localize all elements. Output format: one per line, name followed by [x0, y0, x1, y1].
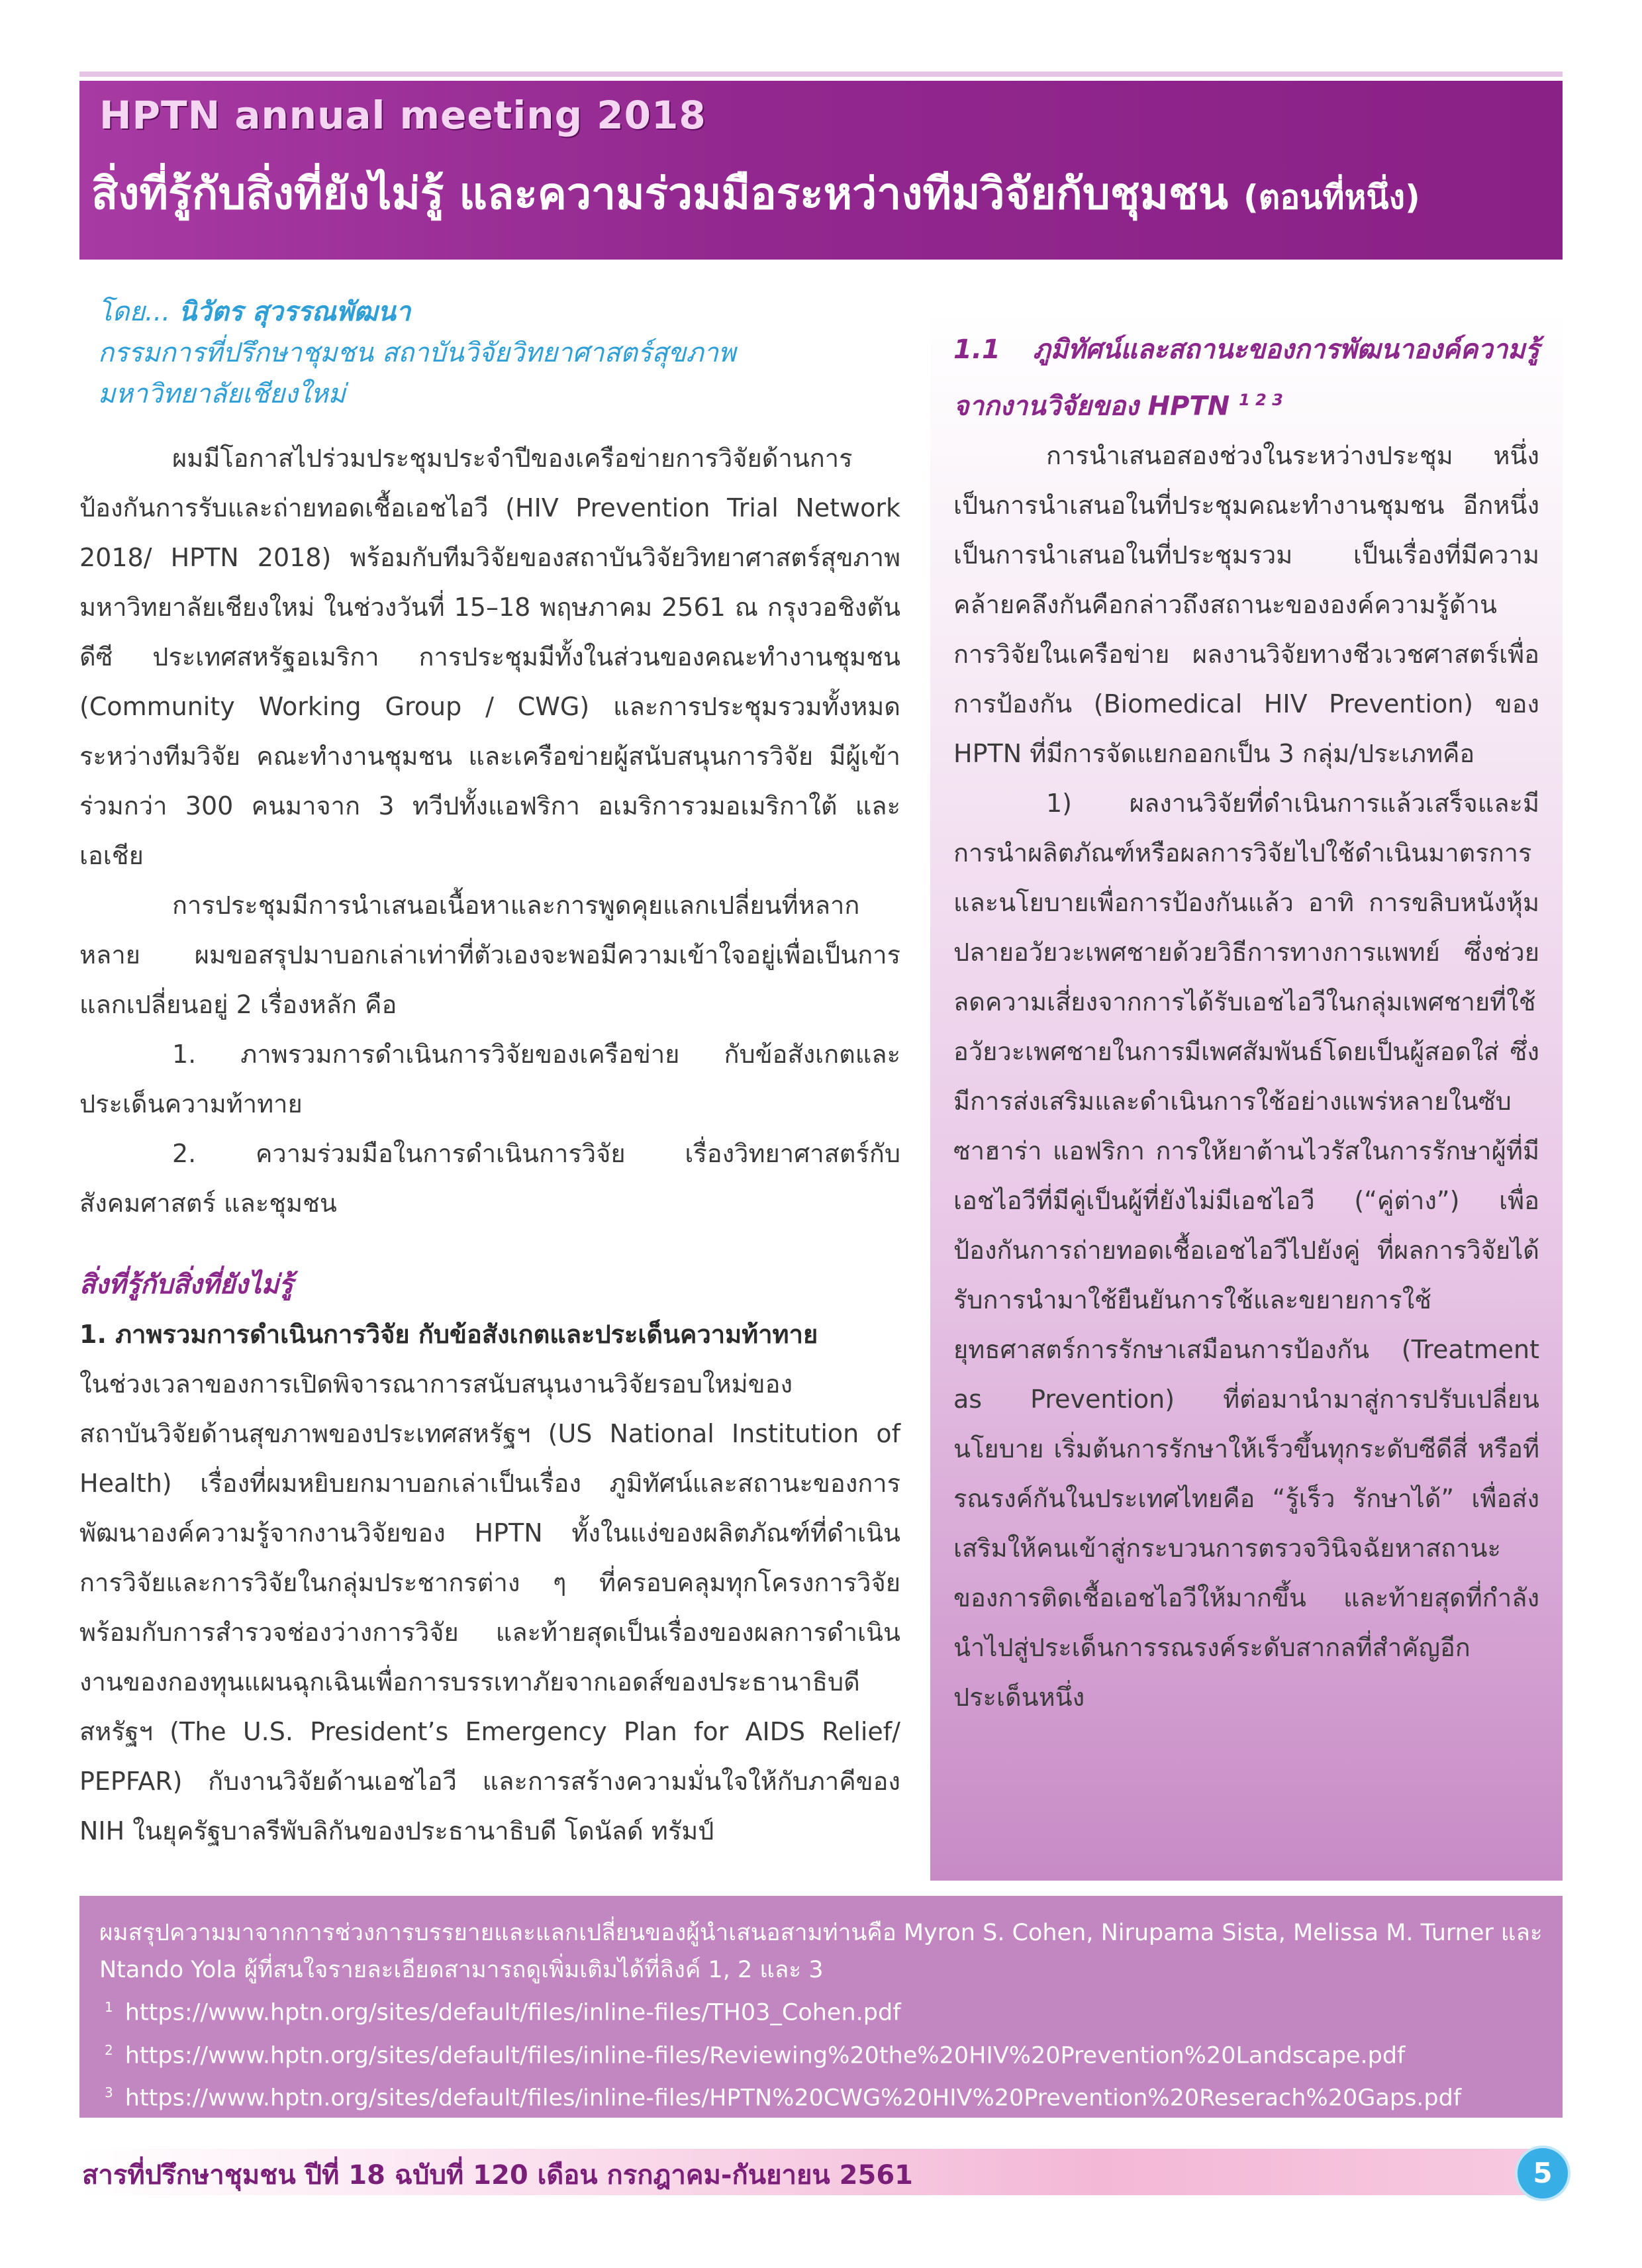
references-text — [99, 1914, 1543, 2117]
subsection-heading: 1. ภาพรวมการดำเนินการวิจัย กับข้อสังเกตและประเด็นความท้าทาย — [79, 1320, 818, 1349]
right-column — [953, 324, 1539, 1722]
reference-number: 2 — [105, 2042, 113, 2058]
byline-prefix: โดย... — [98, 297, 171, 327]
list-item-1: 1. ภาพรวมการดำเนินการวิจัยของเครือข่าย กับข้อสังเกตและประเด็นความท้าทาย — [79, 1040, 900, 1118]
section-heading: สิ่งที่รู้กับสิ่งที่ยังไม่รู้ — [79, 1269, 293, 1300]
header-subtitle: HPTN annual meeting 2018 — [99, 93, 706, 138]
list-item-2: 2. ความร่วมมือในการดำเนินการวิจัย เรื่องวิทยาศาสตร์กับสังคมศาสตร์ และชุมชน — [79, 1139, 900, 1218]
reference-link[interactable]: https://www.hptn.org/sites/default/files/inline-files/Reviewing%20the%20HIV%20Prevention%20Landscape.pdf — [124, 2042, 1406, 2069]
right-heading — [953, 324, 1539, 431]
byline-author: นิวัตร สุวรรณพัฒนา — [178, 297, 411, 327]
page-title — [91, 159, 1555, 228]
page-title-main: สิ่งที่รู้กับสิ่งที่ยังไม่รู้ และความร่วมมือระหว่างทีมวิจัยกับชุมชน — [91, 168, 1228, 219]
left-paragraph-3: ในช่วงเวลาของการเปิดพิจารณาการสนับสนุนงานวิจัยรอบใหม่ของสถาบันวิจัยด้านสุขภาพของประเทศสหรัฐฯ (US National Institution of Health) เรื่องที่ผมหยิบยกมาบอกเล่าเป็นเรื่อง ภูมิทัศน์และสถานะของการพัฒนาองค์ความรู้จากงานวิจัยของ HPTN ทั้งในแง่ของผลิตภัณฑ์ที่ดำเนินการวิจัยและการวิจัยในกลุ่มประชากรต่าง ๆ ที่ครอบคลุมทุกโครงการวิจัย พร้อมกับการสำรวจช่องว่างการวิจัย และท้ายสุดเป็นเรื่องของผลการดำเนินงานของกองทุนแผนฉุกเฉินเพื่อการบรรเทาภัยจากเอดส์ของประธานาธิบดีสหรัฐฯ (The U.S. President’s Emergency Plan for AIDS Relief/ PEPFAR) กับงานวิจัยด้านเอชไอวี และการสร้างความมั่นใจให้กับภาคีของ NIH ในยุครัฐบาลรีพับลิกันของประธานาธิบดี โดนัลด์ ทรัมป์ — [79, 1369, 900, 1846]
right-paragraph-1: การนำเสนอสองช่วงในระหว่างประชุม หนึ่งเป็นการนำเสนอในที่ประชุมคณะทำงานชุมชน อีกหนึ่งเป็นการนำเสนอในที่ประชุมรวม เป็นเรื่องที่มีความคล้ายคลึงกันคือกล่าวถึงสถานะขององค์ความรู้ด้านการวิจัยในเครือข่าย ผลงานวิจัยทางชีวเวชศาสตร์เพื่อการป้องกัน (Biomedical HIV Prevention) ของ HPTN ที่มีการจัดแยกออกเป็น 3 กลุ่ม/ประเภทคือ — [953, 441, 1539, 769]
byline-author-line — [98, 291, 906, 332]
reference-1 — [99, 1989, 1543, 2032]
reference-2 — [99, 2032, 1543, 2075]
reference-number: 3 — [105, 2085, 113, 2101]
byline-university: มหาวิทยาลัยเชียงใหม่ — [98, 379, 346, 409]
left-paragraph-1: ผมมีโอกาสไปร่วมประชุมประจำปีของเครือข่ายการวิจัยด้านการป้องกันการรับและถ่ายทอดเชื้อเอชไอวี (HIV Prevention Trial Network 2018/ HPTN 2018) พร้อมกับทีมวิจัยของสถาบันวิจัยวิทยาศาสตร์สุขภาพ มหาวิทยาลัยเชียงใหม่ ในช่วงวันที่ 15–18 พฤษภาคม 2561 ณ กรุงวอชิงตัน ดีซี ประเทศสหรัฐอเมริกา การประชุมมีทั้งในส่วนของคณะทำงานชุมชน (Community Working Group / CWG) และการประชุมรวมทั้งหมดระหว่างทีมวิจัย คณะทำงานชุมชน และเครือข่ายผู้สนับสนุนการวิจัย มีผู้เข้าร่วมกว่า 300 คนมาจาก 3 ทวีปทั้งแอฟริกา อเมริการวมอเมริกาใต้ และเอเชีย — [79, 444, 900, 870]
header-banner — [79, 81, 1563, 260]
byline-affiliation: กรรมการที่ปรึกษาชุมชน สถาบันวิจัยวิทยาศาสตร์สุขภาพ — [98, 338, 736, 368]
left-column — [79, 434, 900, 1856]
left-paragraph-2: การประชุมมีการนำเสนอเนื้อหาและการพูดคุยแลกเปลี่ยนที่หลากหลาย ผมขอสรุปมาบอกเล่าเท่าที่ตัวเองจะพอมีความเข้าใจอยู่เพื่อเป็นการแลกเปลี่ยนอยู่ 2 เรื่องหลัก คือ — [79, 891, 900, 1019]
references-intro: ผมสรุปความมาจากการช่วงการบรรยายและแลกเปลี่ยนของผู้นำเสนอสามท่านคือ Myron S. Cohen, Nirupama Sista, Melissa M. Turner และ Ntando Yola ผู้ที่สนใจรายละเอียดสามารถดูเพิ่มเติมได้ที่ลิงค์ 1, 2 และ 3 — [99, 1920, 1543, 1983]
right-heading-refs: 1 2 3 — [1239, 391, 1283, 409]
footer-text: สารที่ปรึกษาชุมชน ปีที่ 18 ฉบับที่ 120 เดือน กรกฎาคม-กันยายน 2561 — [82, 2160, 913, 2191]
page-number: 5 — [1515, 2145, 1570, 2201]
reference-link[interactable]: https://www.hptn.org/sites/default/files/inline-files/HPTN%20CWG%20HIV%20Prevention%20Reserach%20Gaps.pdf — [124, 2085, 1462, 2112]
reference-link[interactable]: https://www.hptn.org/sites/default/files/inline-files/TH03_Cohen.pdf — [124, 1999, 901, 2026]
top-divider — [79, 72, 1563, 77]
references-box — [79, 1896, 1563, 2118]
reference-3 — [99, 2074, 1543, 2117]
reference-number: 1 — [105, 1999, 113, 2015]
right-heading-text: 1.1 ภูมิทัศน์และสถานะของการพัฒนาองค์ความรู้จากงานวิจัยของ HPTN — [953, 334, 1539, 422]
page-title-part: (ตอนที่หนึ่ง) — [1243, 178, 1420, 217]
byline — [98, 291, 906, 415]
right-paragraph-2: 1) ผลงานวิจัยที่ดำเนินการแล้วเสร็จและมีการนำผลิตภัณฑ์หรือผลการวิจัยไปใช้ดำเนินมาตรการและนโยบายเพื่อการป้องกันแล้ว อาทิ การขลิบหนังหุ้มปลายอวัยวะเพศชายด้วยวิธีการทางการแพทย์ ซึ่งช่วยลดความเสี่ยงจากการได้รับเอชไอวีในกลุ่มเพศชายที่ใช้อวัยวะเพศชายในการมีเพศสัมพันธ์โดยเป็นผู้สอดใส่ ซึ่งมีการส่งเสริมและดำเนินการใช้อย่างแพร่หลายในซับซาฮาร่า แอฟริกา การให้ยาต้านไวรัสในการรักษาผู้ที่มีเอชไอวีที่มีคู่เป็นผู้ที่ยังไม่มีเอชไอวี (“คู่ต่าง”) เพื่อป้องกันการถ่ายทอดเชื้อเอชไอวีไปยังคู่ ที่ผลการวิจัยได้รับการนำมาใช้ยืนยันการใช้และขยายการใช้ยุทธศาสตร์การรักษาเสมือนการป้องกัน (Treatment as Prevention) ที่ต่อมานำมาสู่การปรับเปลี่ยนนโยบาย เริ่มต้นการรักษาให้เร็วขึ้นทุกระดับซีดีสี่ หรือที่รณรงค์กันในประเทศไทยคือ “รู้เร็ว รักษาได้” เพื่อส่งเสริมให้คนเข้าสู่กระบวนการตรวจวินิจฉัยหาสถานะของการติดเชื้อเอชไอวีให้มากขึ้น และท้ายสุดที่กำลังนำไปสู่ประเด็นการรณรงค์ระดับสากลที่สำคัญอีกประเด็นหนึ่ง — [953, 789, 1539, 1712]
